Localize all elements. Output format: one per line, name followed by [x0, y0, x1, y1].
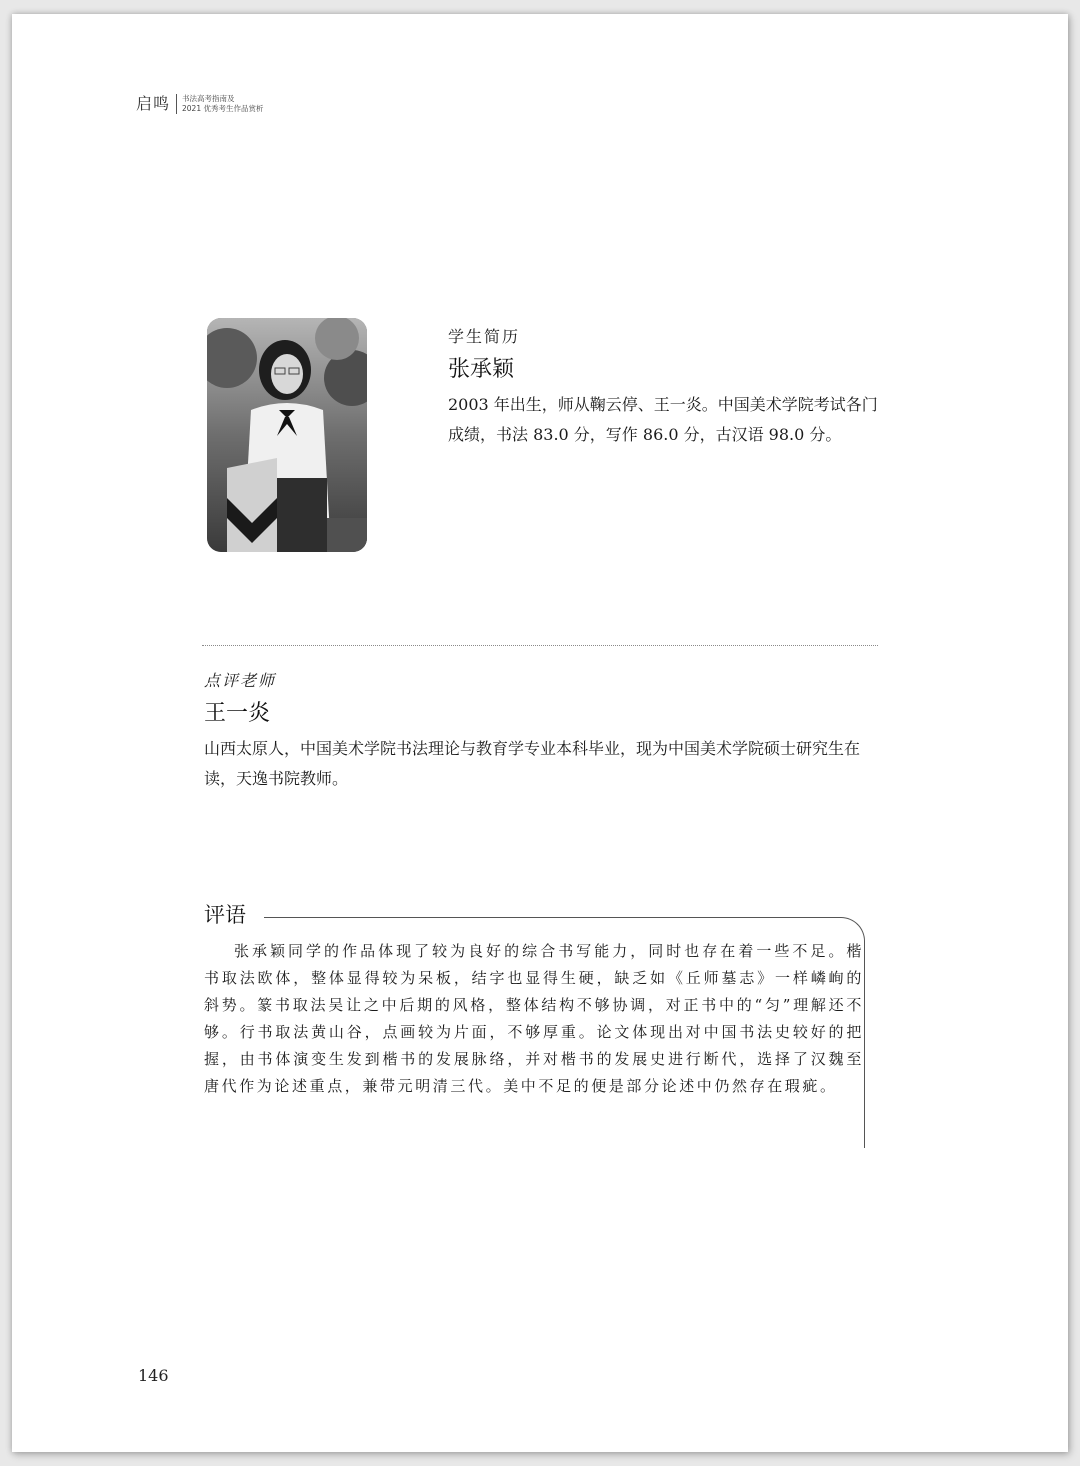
student-photo-image — [207, 318, 367, 552]
book-subtitle-line1: 书法高考指南及 — [182, 94, 235, 103]
student-section-label: 学生简历 — [448, 327, 521, 346]
teacher-name: 王一炎 — [204, 701, 271, 726]
student-bio: 2003 年出生，师从鞠云停、王一炎。中国美术学院考试各门成绩，书法 83.0 分，写作 86.0 分，古汉语 98.0 分。 — [448, 395, 878, 444]
teacher-bio: 山西太原人，中国美术学院书法理论与教育学专业本科毕业，现为中国美术学院硕士研究生在读，天逸书院教师。 — [204, 739, 861, 788]
book-subtitle — [177, 94, 263, 114]
review-text: 张承颖同学的作品体现了较为良好的综合书写能力，同时也存在着一些不足。楷书取法欧体，整体显得较为呆板，结字也显得生硬，缺乏如《丘师墓志》一样嶙峋的斜势。篆书取法吴让之中后期的风格，整体结构不够协调，对正书中的“匀”理解还不够。行书取法黄山谷，点画较为片面，不够厚重。论文体现出对中国书法史较好的把握，由书体演变生发到楷书的发展脉络，并对楷书的发展史进行断代，选择了汉魏至唐代作为论述重点，兼带元明清三代。美中不足的便是部分论述中仍然存在瑕疵。 — [204, 942, 864, 1095]
book-brand: 启鸣 — [136, 94, 177, 114]
teacher-section-label: 点评老师 — [204, 671, 277, 690]
review-section — [204, 900, 876, 1100]
student-photo — [207, 318, 367, 552]
review-title: 评语 — [204, 903, 246, 927]
teacher-profile — [204, 670, 884, 794]
running-header — [136, 94, 264, 114]
page-number: 146 — [138, 1366, 169, 1385]
student-name: 张承颖 — [448, 357, 515, 382]
section-divider — [202, 645, 878, 646]
student-profile — [448, 326, 888, 450]
document-page — [12, 14, 1068, 1452]
book-subtitle-line2: 2021 优秀考生作品赏析 — [182, 104, 264, 113]
review-frame — [264, 917, 865, 1148]
